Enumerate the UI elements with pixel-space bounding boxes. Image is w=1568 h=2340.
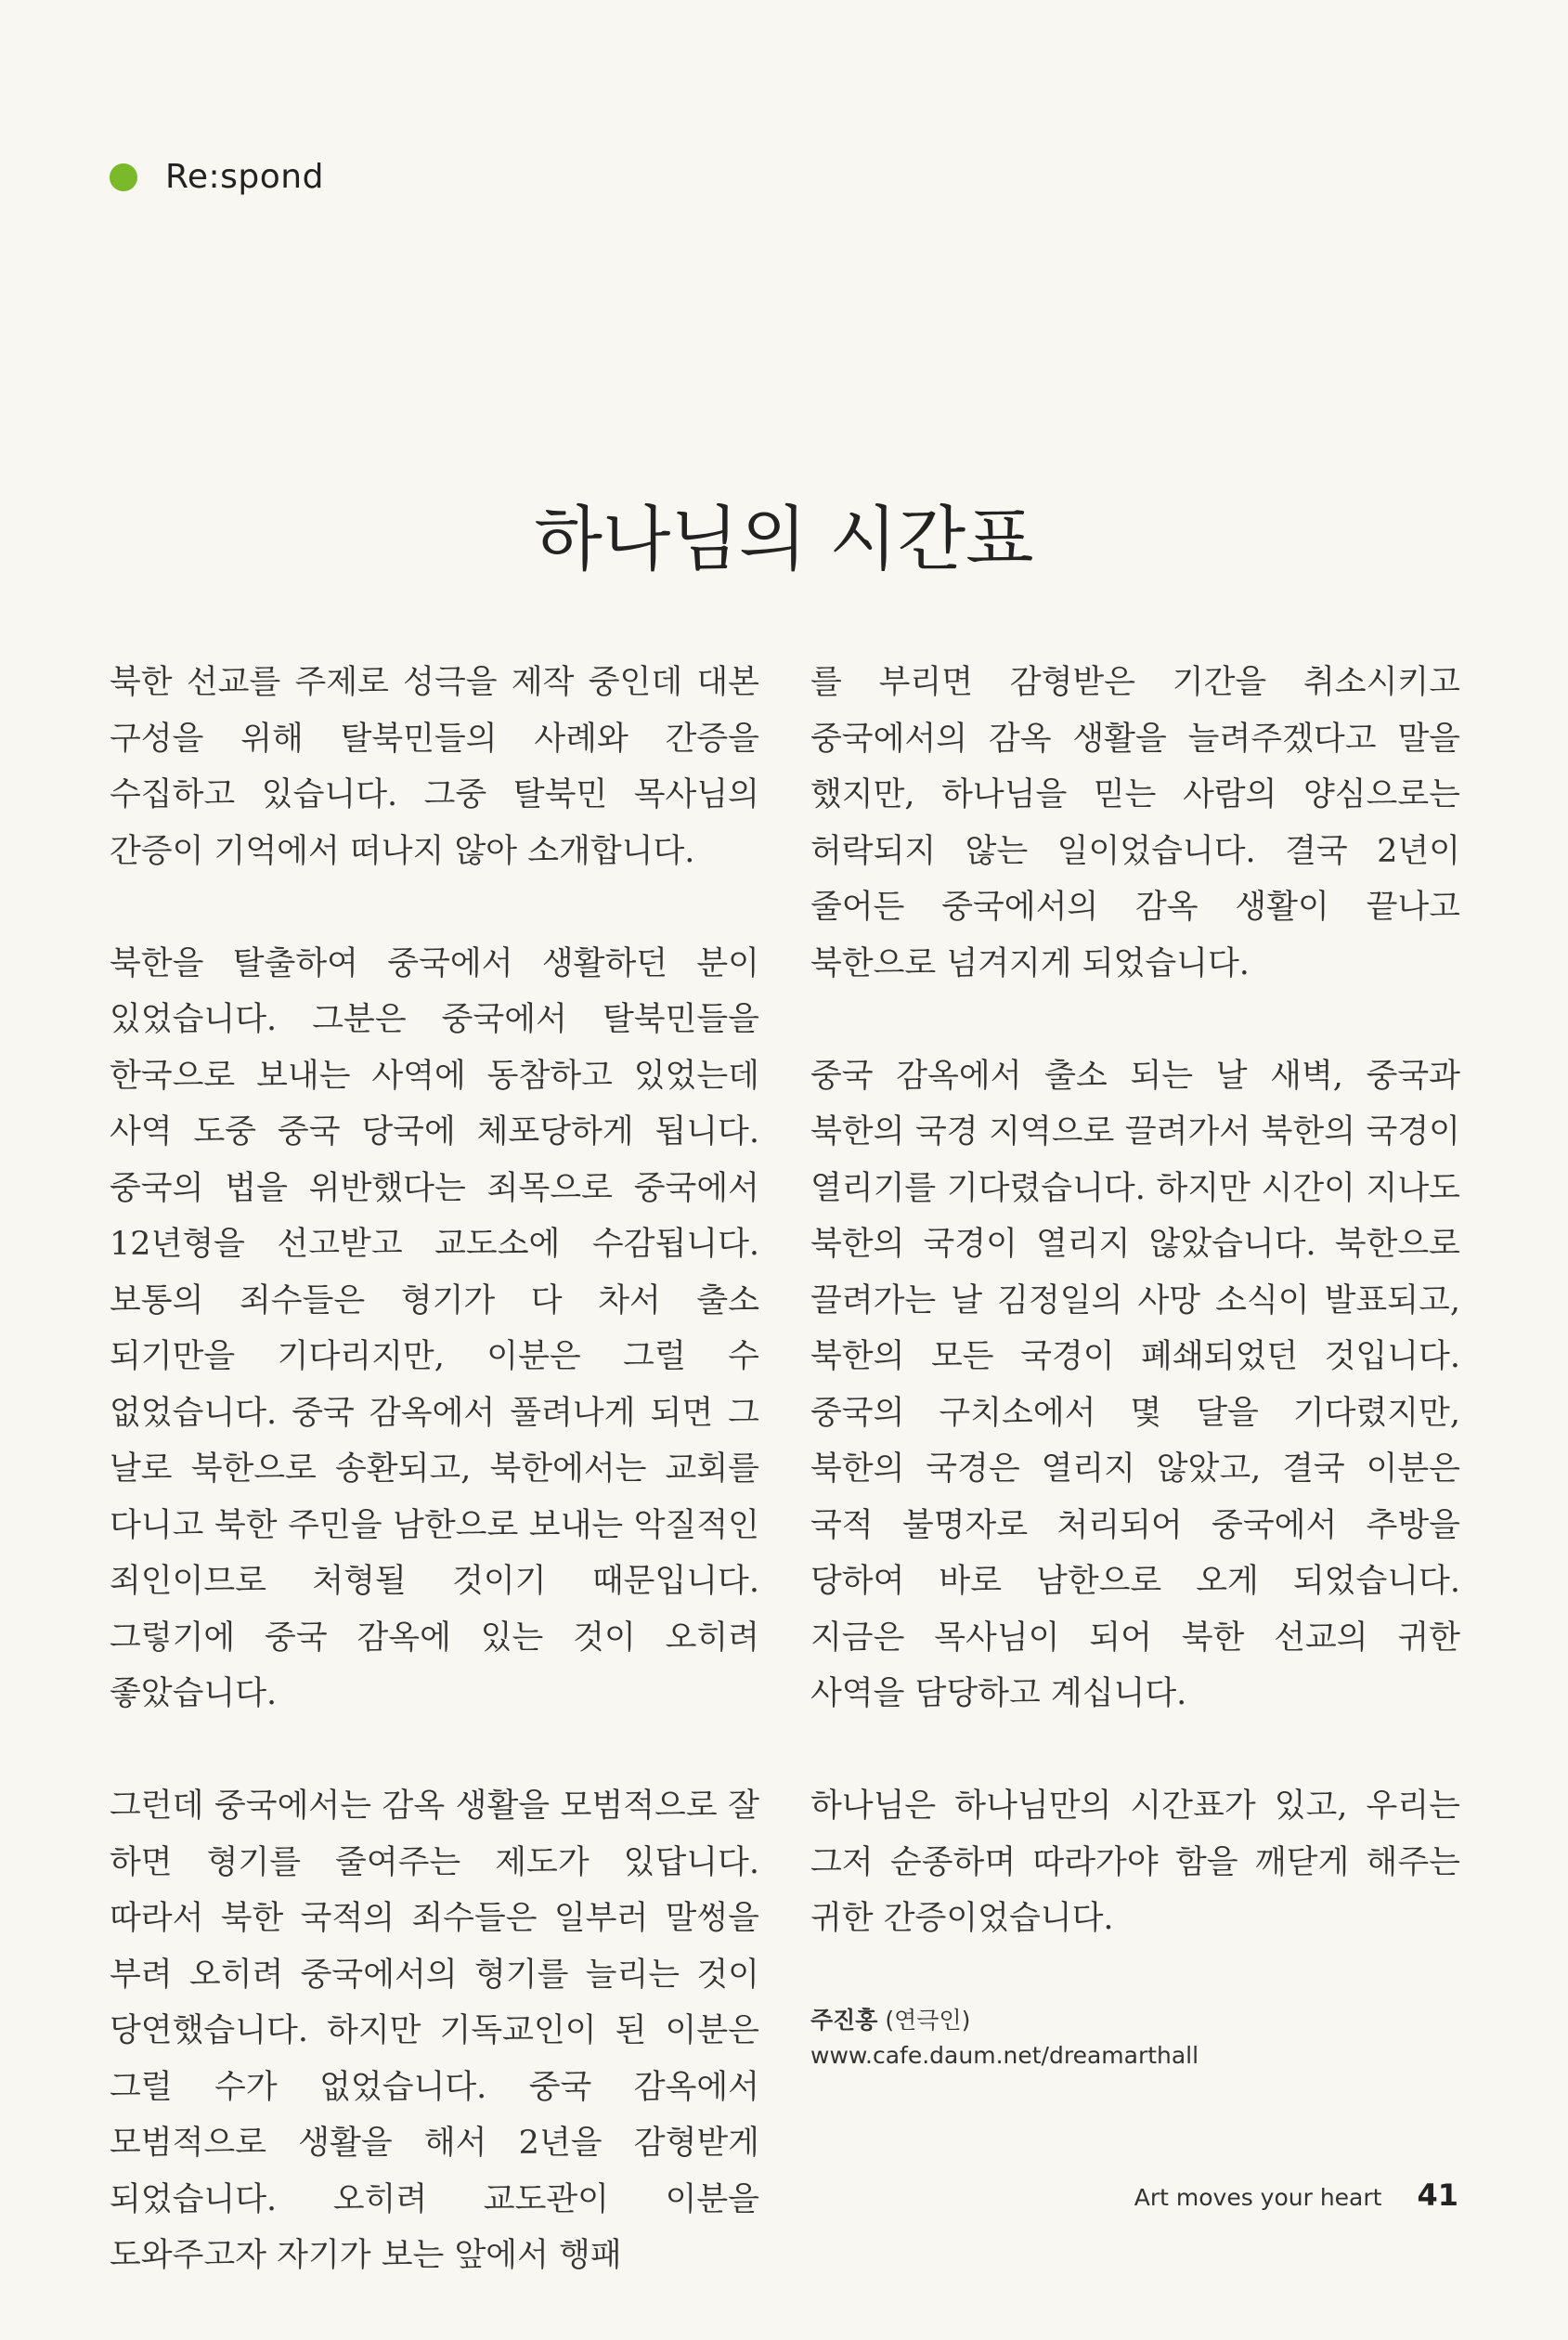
footer-tagline: Art moves your heart xyxy=(1134,2184,1382,2211)
paragraph: 북한 선교를 주제로 성극을 제작 중인데 대본 구성을 위해 탈북민들의 사례와 간증을 수집하고 있습니다. 그중 탈북민 목사님의 간증이 기억에서 떠나지 않아 소개합니다. xyxy=(110,664,759,870)
section-header xyxy=(110,158,324,196)
green-dot-icon xyxy=(110,163,137,191)
author-url: www.cafe.daum.net/dreamarthall xyxy=(810,2042,1199,2069)
right-column xyxy=(810,655,1460,2074)
left-column xyxy=(110,655,759,2340)
paragraph: 그런데 중국에서는 감옥 생활을 모범적으로 잘 하면 형기를 줄여주는 제도가 있답니다. 따라서 북한 국적의 죄수들은 일부러 말썽을 부려 오히려 중국에서의 형기를 늘리는 것이 당연했습니다. 하지만 기독교인이 된 이분은 그럴 수가 없었습니다. 중국 감옥에서 모범적으로 생활을 해서 2년을 감형받게 되었습니다. 오히려 교도관이 이분을 도와주고자 자기가 보는 앞에서 행패 xyxy=(110,1788,759,2274)
author-line xyxy=(810,2003,1460,2038)
article-title: 하나님의 시간표 xyxy=(534,498,1034,580)
paragraph: 하나님은 하나님만의 시간표가 있고, 우리는 그저 순종하며 따라가야 함을 깨닫게 해주는 귀한 간증이었습니다. xyxy=(810,1788,1460,1937)
page-footer xyxy=(1134,2178,1458,2213)
author-name: 주진홍 xyxy=(810,2007,878,2034)
author-block xyxy=(810,2003,1460,2074)
author-role: (연극인) xyxy=(885,2007,971,2034)
page-number: 41 xyxy=(1417,2178,1458,2213)
section-label: Re:spond xyxy=(165,158,324,196)
paragraph: 북한을 탈출하여 중국에서 생활하던 분이 있었습니다. 그분은 중국에서 탈북민들을 한국으로 보내는 사역에 동참하고 있었는데 사역 도중 중국 당국에 체포당하게 됩니다. 중국의 법을 위반했다는 죄목으로 중국에서 12년형을 선고받고 교도소에 수감됩니다. 보통의 죄수들은 형기가 다 차서 출소 되기만을 기다리지만, 이분은 그럴 수 없었습니다. 중국 감옥에서 풀려나게 되면 그 날로 북한으로 송환되고, 북한에서는 교회를 다니고 북한 주민을 남한으로 보내는 악질적인 죄인이므로 처형될 것이기 때문입니다. 그렇기에 중국 감옥에 있는 것이 오히려 좋았습니다. xyxy=(110,944,759,1712)
paragraph: 를 부리면 감형받은 기간을 취소시키고 중국에서의 감옥 생활을 늘려주겠다고 말을 했지만, 하나님을 믿는 사람의 양심으로는 허락되지 않는 일이었습니다. 결국 2년이 줄어든 중국에서의 감옥 생활이 끝나고 북한으로 넘겨지게 되었습니다. xyxy=(810,664,1460,982)
paragraph: 중국 감옥에서 출소 되는 날 새벽, 중국과 북한의 국경 지역으로 끌려가서 북한의 국경이 열리기를 기다렸습니다. 하지만 시간이 지나도 북한의 국경이 열리지 않았습니다. 북한으로 끌려가는 날 김정일의 사망 소식이 발표되고, 북한의 모든 국경이 폐쇄되었던 것입니다. 중국의 구치소에서 몇 달을 기다렸지만, 북한의 국경은 열리지 않았고, 결국 이분은 국적 불명자로 처리되어 중국에서 추방을 당하여 바로 남한으로 오게 되었습니다. 지금은 목사님이 되어 북한 선교의 귀한 사역을 담당하고 계십니다. xyxy=(810,1057,1460,1712)
